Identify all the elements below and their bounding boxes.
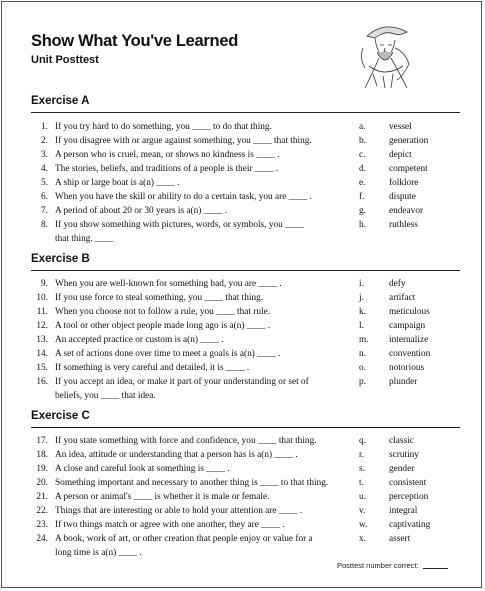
list-item: [0, 307, 470, 320]
item-statement: If you show something with pictures, words, or symbols, you ____: [55, 220, 304, 230]
list-item: [0, 478, 470, 491]
list-item: [0, 136, 470, 149]
item-statement-continued: long time is a(n) ____ .: [55, 548, 142, 558]
choice-letter: g.: [359, 206, 366, 216]
choice-word: captivating: [389, 520, 431, 530]
section-heading-b: Exercise B: [31, 253, 90, 265]
item-statement: The stories, beliefs, and traditions of a people is their ____ .: [55, 164, 279, 174]
choice-letter: v.: [359, 506, 366, 516]
item-statement: A period of about 20 or 30 years is a(n) ____ .: [55, 206, 227, 216]
list-item: [0, 335, 470, 348]
choice-word: gender: [389, 464, 415, 474]
item-number: 12.: [36, 321, 48, 331]
list-item: [0, 122, 470, 135]
choice-word: integral: [389, 506, 418, 516]
item-statement: A set of actions done over time to meet a goals is a(n) ____ .: [55, 349, 281, 359]
choice-letter: f.: [359, 192, 365, 202]
choice-word: internalize: [389, 335, 429, 345]
item-statement: An idea, attitude or understanding that a person has is a(n) ____ .: [55, 450, 298, 460]
list-item-continuation: [0, 391, 470, 404]
item-statement: When you choose not to follow a rule, you ____ that rule.: [55, 307, 271, 317]
item-number: 8.: [41, 220, 48, 230]
choice-word: consistent: [389, 478, 427, 488]
section-heading-a: Exercise A: [31, 95, 90, 107]
item-statement: Something important and necessary to another thing is ____ to that thing.: [55, 478, 329, 488]
item-number: 16.: [36, 377, 48, 387]
choice-letter: s.: [359, 464, 365, 474]
choice-word: folklore: [389, 178, 419, 188]
item-number: 4.: [41, 164, 48, 174]
choice-letter: b.: [359, 136, 366, 146]
item-statement: A close and careful look at something is ____ .: [55, 464, 230, 474]
list-item: [0, 293, 470, 306]
choice-letter: t.: [359, 478, 364, 488]
choice-word: scrutiny: [389, 450, 419, 460]
item-number: 23.: [36, 520, 48, 530]
choice-letter: w.: [359, 520, 368, 530]
item-statement: An accepted practice or custom is a(n) ____ .: [55, 335, 224, 345]
page-subtitle: Unit Posttest: [31, 54, 99, 66]
choice-word: endeavor: [389, 206, 424, 216]
list-item: [0, 534, 470, 547]
list-item: [0, 164, 470, 177]
item-number: 18.: [36, 450, 48, 460]
item-statement: When you are well-known for something bad, you are ____ .: [55, 279, 282, 289]
item-statement: When you have the skill or ability to do a certain task, you are ____ .: [55, 192, 312, 202]
item-statement: If you state something with force and confidence, you ____ that thing.: [55, 436, 317, 446]
item-statement: Things that are interesting or able to hold your attention are ____ .: [55, 506, 303, 516]
item-statement: If you accept an idea, or make it part of your understanding or set of: [55, 377, 309, 387]
item-number: 17.: [36, 436, 48, 446]
choice-letter: i.: [359, 279, 364, 289]
item-statement: A person who is cruel, mean, or shows no kindness is ____ .: [55, 150, 280, 160]
list-item: [0, 520, 470, 533]
choice-word: defy: [389, 279, 406, 289]
choice-word: campaign: [389, 321, 426, 331]
item-statement-continued: that thing. ____: [55, 234, 114, 244]
choice-word: classic: [389, 436, 414, 446]
list-item: [0, 178, 470, 191]
item-statement: If you use force to steal something, you ____ that thing.: [55, 293, 264, 303]
item-statement: If something is very careful and detailed, it is ____ .: [55, 363, 250, 373]
choice-letter: e.: [359, 178, 366, 188]
list-item: [0, 349, 470, 362]
item-statement: A person or animal's ____ is whether it is male or female.: [55, 492, 270, 502]
choice-letter: u.: [359, 492, 366, 502]
item-statement: A tool or other object people made long ago is a(n) ____ .: [55, 321, 271, 331]
item-number: 24.: [36, 534, 48, 544]
choice-word: competent: [389, 164, 428, 174]
item-number: 9.: [41, 279, 48, 289]
choice-letter: c.: [359, 150, 366, 160]
list-item: [0, 464, 470, 477]
choice-letter: q.: [359, 436, 366, 446]
choice-word: dispute: [389, 192, 416, 202]
list-item: [0, 192, 470, 205]
page-title: Show What You've Learned: [31, 32, 238, 50]
item-number: 14.: [36, 349, 48, 359]
section-rule-c: [31, 427, 460, 428]
list-item: [0, 363, 470, 376]
score-answer-line[interactable]: [423, 568, 448, 569]
list-item: [0, 206, 470, 219]
item-statement: If you try hard to do something, you ____ to do that thing.: [55, 122, 272, 132]
section-heading-c: Exercise C: [31, 410, 90, 422]
item-number: 5.: [41, 178, 48, 188]
choice-word: assert: [389, 534, 411, 544]
list-item: [0, 150, 470, 163]
choice-letter: a.: [359, 122, 366, 132]
choice-letter: x.: [359, 534, 366, 544]
item-statement: If you disagree with or argue against something, you ____ that thing.: [55, 136, 312, 146]
item-number: 19.: [36, 464, 48, 474]
item-number: 2.: [41, 136, 48, 146]
list-item: [0, 377, 470, 390]
list-item: [0, 506, 470, 519]
choice-word: generation: [389, 136, 429, 146]
list-item: [0, 321, 470, 334]
choice-word: convention: [389, 349, 431, 359]
item-number: 21.: [36, 492, 48, 502]
list-item: [0, 450, 470, 463]
list-item: [0, 279, 470, 292]
list-item: [0, 492, 470, 505]
item-statement: If two things match or agree with one another, they are ____ .: [55, 520, 285, 530]
choice-word: depict: [389, 150, 412, 160]
item-statement: A ship or large boat is a(n) ____ .: [55, 178, 180, 188]
item-number: 6.: [41, 192, 48, 202]
score-label: Posttest number correct:: [337, 561, 419, 570]
item-number: 22.: [36, 506, 48, 516]
choice-word: meticulous: [389, 307, 430, 317]
item-number: 15.: [36, 363, 48, 373]
choice-word: vessel: [389, 122, 412, 132]
choice-letter: l.: [359, 321, 364, 331]
item-number: 20.: [36, 478, 48, 488]
choice-word: perception: [389, 492, 429, 502]
item-statement: A book, work of art, or other creation that people enjoy or value for a: [55, 534, 313, 544]
section-rule-b: [31, 270, 460, 271]
pirate-illustration: [355, 18, 417, 90]
choice-letter: d.: [359, 164, 366, 174]
choice-letter: n.: [359, 349, 366, 359]
choice-letter: h.: [359, 220, 366, 230]
choice-letter: j.: [359, 293, 364, 303]
item-statement-continued: beliefs, you ____ that idea.: [55, 391, 156, 401]
choice-word: artifact: [389, 293, 416, 303]
choice-letter: p.: [359, 377, 366, 387]
choice-letter: r.: [359, 450, 364, 460]
choice-word: notorious: [389, 363, 425, 373]
choice-word: plunder: [389, 377, 418, 387]
choice-letter: m.: [359, 335, 369, 345]
item-number: 7.: [41, 206, 48, 216]
item-number: 3.: [41, 150, 48, 160]
choice-letter: k.: [359, 307, 366, 317]
section-rule-a: [31, 112, 460, 113]
item-number: 11.: [36, 307, 48, 317]
item-number: 1.: [41, 122, 48, 132]
list-item: [0, 220, 470, 233]
choice-word: ruthless: [389, 220, 418, 230]
list-item-continuation: [0, 548, 470, 561]
item-number: 10.: [36, 293, 48, 303]
list-item-continuation: [0, 234, 470, 247]
list-item: [0, 436, 470, 449]
item-number: 13.: [36, 335, 48, 345]
choice-letter: o.: [359, 363, 366, 373]
